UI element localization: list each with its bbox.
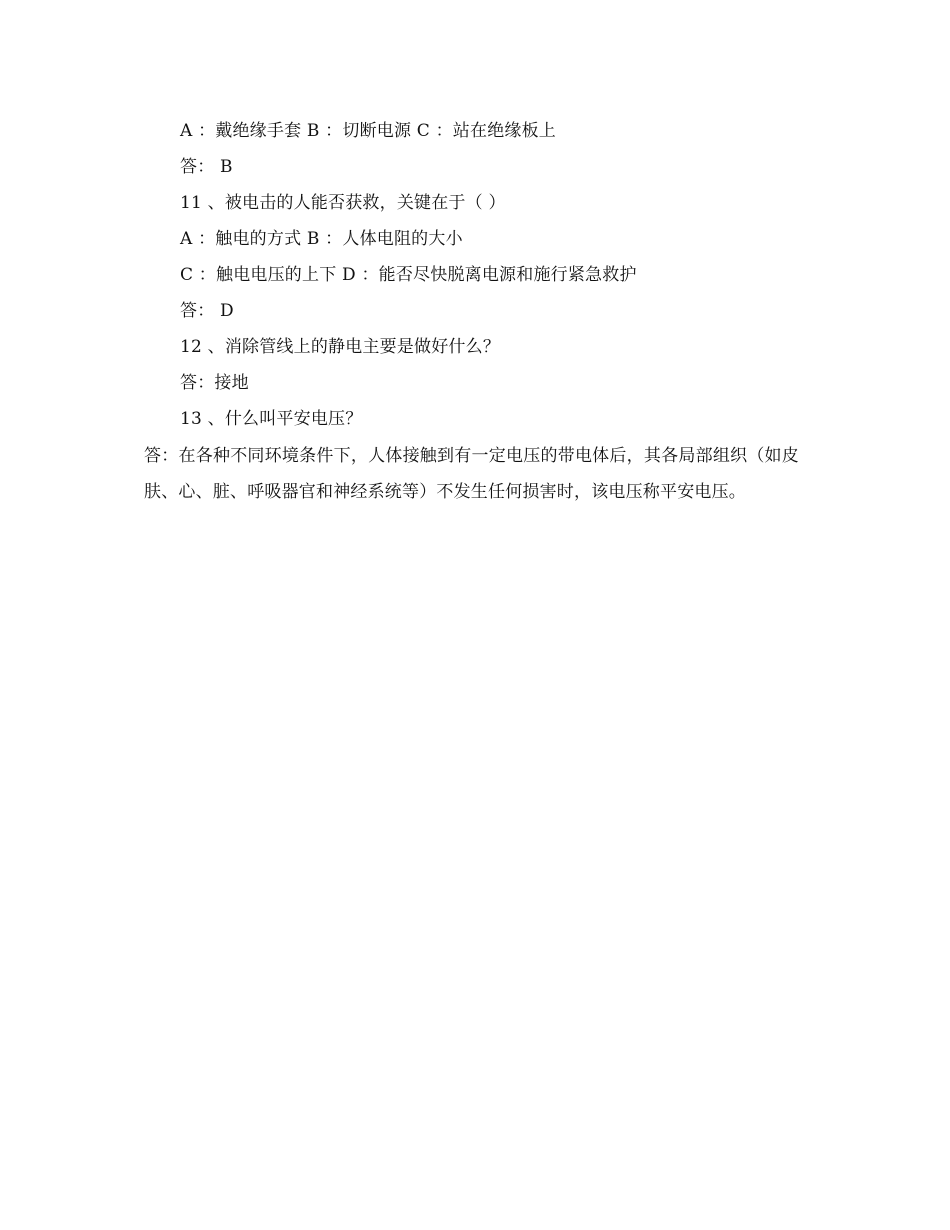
answer-q11: 答： D — [180, 301, 234, 321]
option-line-q11-ab: A ：触电的方式 B ：人体电阻的大小 — [180, 229, 463, 249]
answer-q10: 答： B — [180, 157, 233, 177]
option-line-q10: A ：戴绝缘手套 B ：切断电源 C ：站在绝缘板上 — [180, 121, 556, 141]
answer-q13-paragraph: 答：在各种不同环境条件下，人体接触到有一定电压的带电体后，其各局部组织（如皮肤、心、脏、呼吸器官和神经系统等）不发生任何损害时，该电压称平安电压。 — [144, 446, 799, 502]
option-line-q11-cd: C ：触电电压的上下 D ：能否尽快脱离电源和施行紧急救护 — [180, 265, 637, 285]
answer-q12: 答：接地 — [180, 373, 249, 393]
question-12: 12 、消除管线上的静电主要是做好什么？ — [180, 337, 501, 357]
question-11: 11 、被电击的人能否获救，关键在于（ ） — [180, 193, 506, 213]
question-13: 13 、什么叫平安电压？ — [180, 409, 363, 429]
